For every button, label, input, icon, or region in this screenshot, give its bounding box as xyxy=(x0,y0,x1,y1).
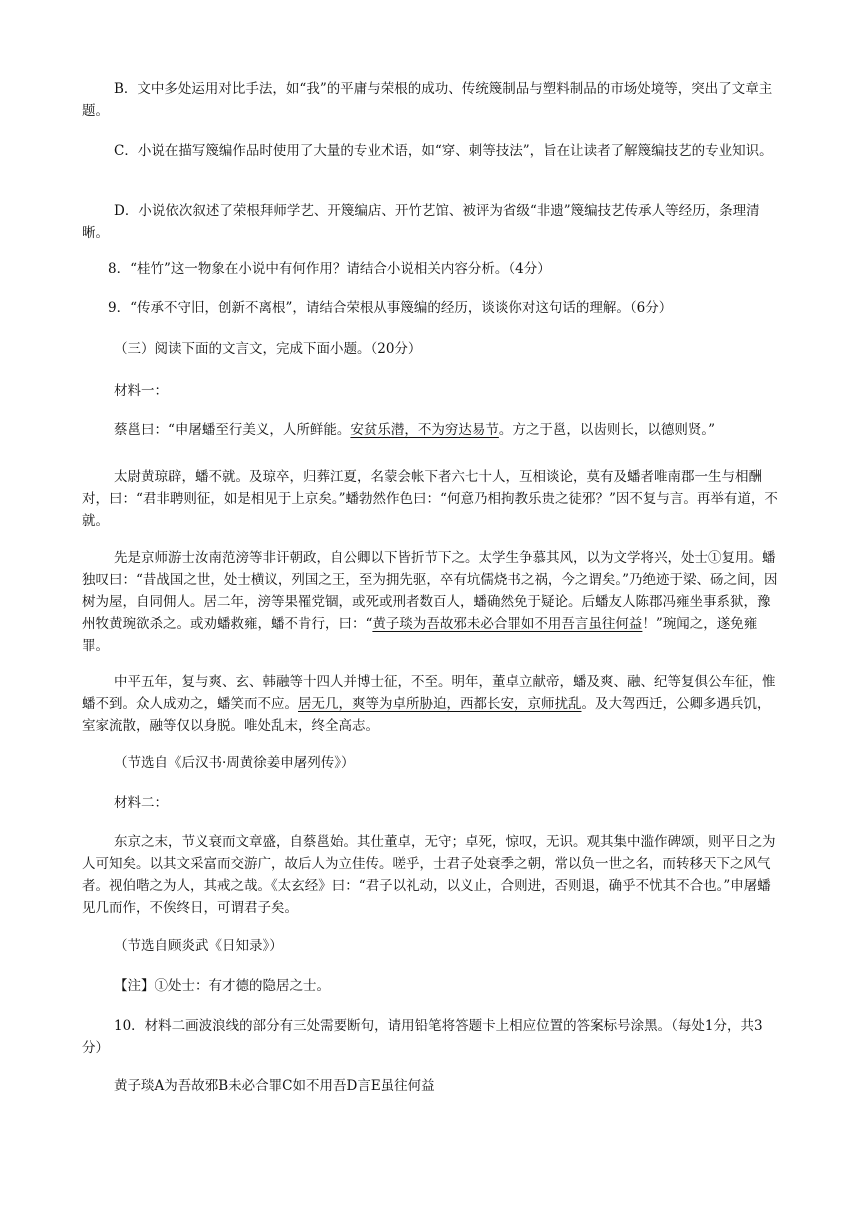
question-10-options: 黄子琰A为吾故邪B未必合罪C如不用吾D言E虽往何益 xyxy=(114,1078,435,1094)
m1-p4-underlined: 居无几，爽等为卓所胁迫，西都长安，京师扰乱 xyxy=(298,696,582,712)
question-10: 10．材料二画波浪线的部分有三处需要断句，请用铅笔将答题卡上相应位置的答案标号涂黑。（每处1分，共3分） xyxy=(82,1018,763,1056)
option-b: B．文中多处运用对比手法，如“我”的平庸与荣根的成功、传统篾制品与塑料制品的市场处境等，突出了文章主题。 xyxy=(82,81,773,119)
m1-p4-text-b: 。及大驾西迁，公卿多遇兵饥，室家流散，融等仅以身脱。唯处乱末，终全高志。 xyxy=(82,696,771,734)
option-c: C．小说在描写篾编作品时使用了大量的专业术语，如“穿、刺等技法”，旨在让读者了解篾编技艺的专业知识。 xyxy=(114,143,773,159)
material-1-para-4 xyxy=(82,671,782,737)
material-2-source: （节选自顾炎武《日知录》） xyxy=(114,938,283,954)
m1-p1-underlined: 安贫乐潜，不为穷达易节 xyxy=(350,422,499,438)
material-1-para-3 xyxy=(82,547,782,657)
material-2-label: 材料二： xyxy=(114,795,168,811)
material-1-para-2: 太尉黄琼辟，蟠不就。及琼卒，归葬江夏，名蒙会帐下者六七十人，互相谈论，莫有及蟠者唯南郡一生与相酬对，曰：“君非聘则征，如是相见于上京矣。”蟠勃然作色曰：“何意乃相拘教乐贵之徒邪？”因不复与言。再举有道，不就。 xyxy=(82,469,778,529)
m1-p3-text-a: 先是京师游士汝南范滂等非讦朝政，自公卿以下皆折节下之。太学生争慕其风，以为文学将兴，处士①复用。蟠独叹曰：“昔战国之世，处士横议，列国之王，至为拥先驱，卒有坑儒烧书之祸，今之谓矣。”乃绝迹于梁、砀之间，因树为屋，自同佣人。居二年，滂等果罹党锢，或死或刑者数百人，蟠确然免于疑论。后蟠友人陈郡冯雍坐事系狱，豫州牧黄琬欲杀之。或劝蟠救雍，蟠不肯行，曰：“ xyxy=(82,550,778,632)
material-2-para-1: 东京之末，节义衰而文章盛，自蔡邕始。其仕董卓，无守；卓死，惊叹，无识。观其集中滥作碑颂，则平日之为人可知矣。以其文采富而交游广，故后人为立佳传。嗟乎，士君子处衰季之朝，常以负一世之名，而转移天下之风气者。视伯喈之为人，其戒之哉。《太玄经》曰：“君子以礼动，以义止，合则进，否则退，确乎不忧其不合也。”申屠蟠见几而作，不俟终日，可谓君子矣。 xyxy=(82,834,776,916)
m1-p3-underlined: 黄子琰为吾故邪未必合罪如不用吾言虽往何益 xyxy=(372,616,643,632)
m1-p4-text-a: 中平五年，复与爽、玄、韩融等十四人并博士征，不至。明年，董卓立献帝，蟠及爽、融、纪等复俱公车征，惟蟠不到。众人成劝之，蟠笑而不应。 xyxy=(82,674,776,712)
m1-p3-text-b: ！”琬闻之，遂免雍罪。 xyxy=(82,616,758,654)
m1-p1-text-b: 。方之于邕，以齿则长，以德则贤。” xyxy=(498,422,716,438)
question-9: 9．“传承不守旧，创新不离根”，请结合荣根从事篾编的经历，谈谈你对这句话的理解。（6分） xyxy=(108,300,673,316)
footnote: 【注】①处士：有才德的隐居之士。 xyxy=(114,978,330,994)
m1-p1-text-a: 蔡邕曰：“申屠蟠至行美义，人所鲜能。 xyxy=(114,422,351,438)
section-heading: （三）阅读下面的文言文，完成下面小题。（20分） xyxy=(114,341,422,357)
question-8: 8．“桂竹”这一物象在小说中有何作用？请结合小说相关内容分析。（4分） xyxy=(108,261,551,277)
option-d: D．小说依次叙述了荣根拜师学艺、开篾编店、开竹艺馆、被评为省级“非遗”篾编技艺传承人等经历，条理清晰。 xyxy=(82,203,760,241)
material-1-label: 材料一： xyxy=(114,383,168,399)
material-1-para-1 xyxy=(82,419,782,441)
material-1-source: （节选自《后汉书·周黄徐姜申屠列传》） xyxy=(114,755,355,771)
